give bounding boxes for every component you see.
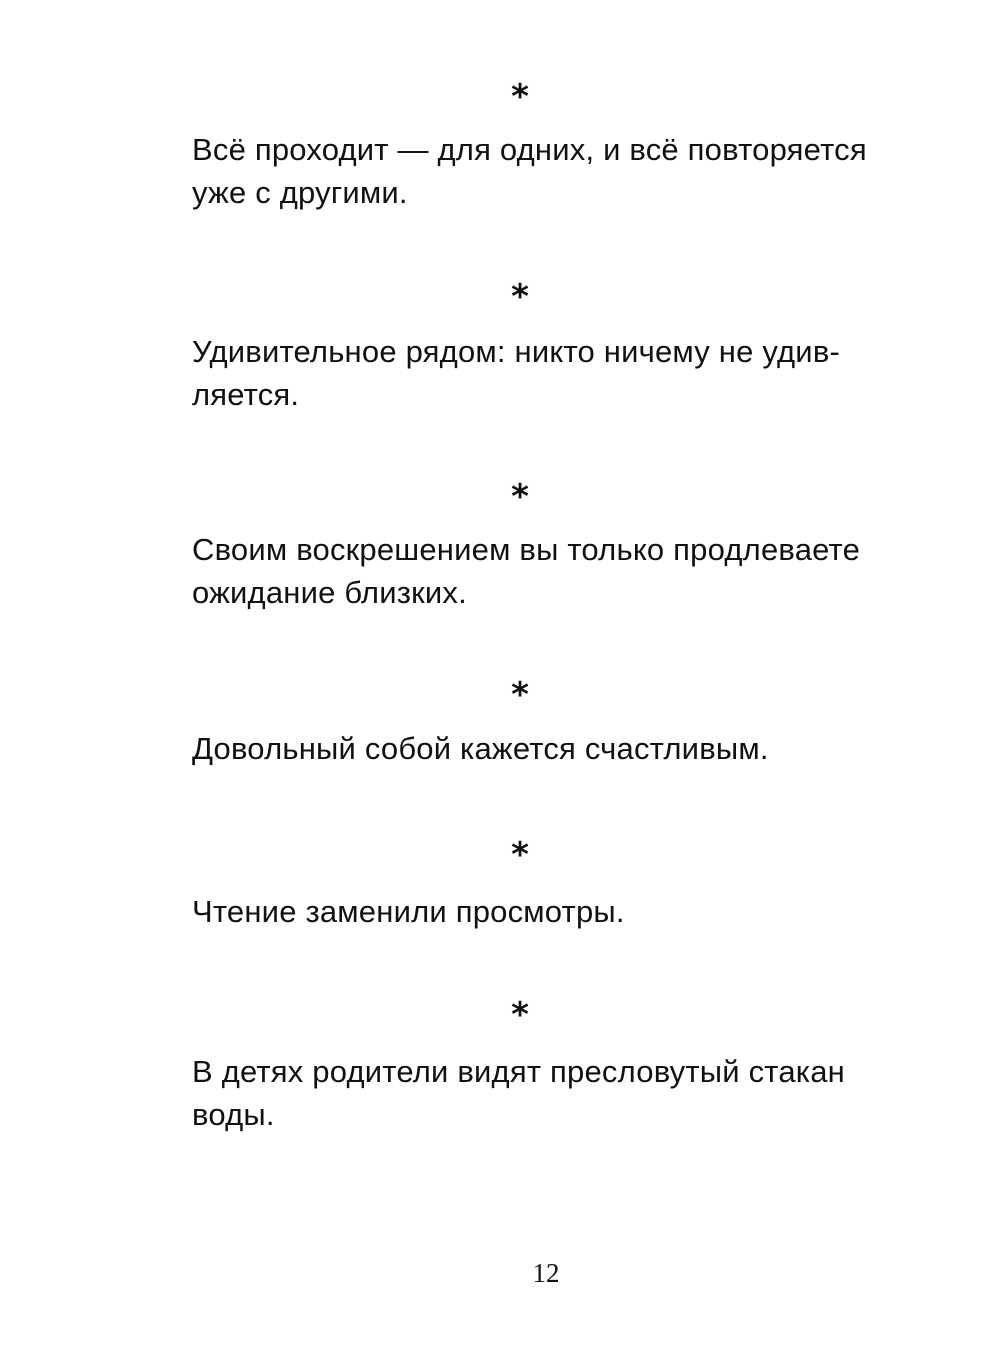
asterisk-separator: *	[511, 77, 529, 117]
asterisk-separator: *	[511, 835, 529, 875]
aphorism-text: В детях родители видят пресловутый стакан воды.	[192, 1054, 845, 1132]
asterisk-separator: *	[511, 675, 529, 715]
aphorism-text: Довольный собой кажется счастливым.	[192, 731, 769, 766]
page-number: 12	[532, 1258, 560, 1288]
asterisk-separator: *	[511, 995, 529, 1035]
aphorism-text: Всё проходит — для одних, и всё повторяется уже с другими.	[192, 132, 867, 210]
aphorism-text: Своим воскрешением вы только продлеваете ожидание близких.	[192, 532, 861, 610]
aphorism-text: Удивительное рядом: никто ничему не удив- ляется.	[192, 334, 841, 412]
asterisk-separator: *	[511, 477, 529, 517]
asterisk-separator: *	[511, 277, 529, 317]
aphorism-text: Чтение заменили просмотры.	[192, 894, 625, 929]
